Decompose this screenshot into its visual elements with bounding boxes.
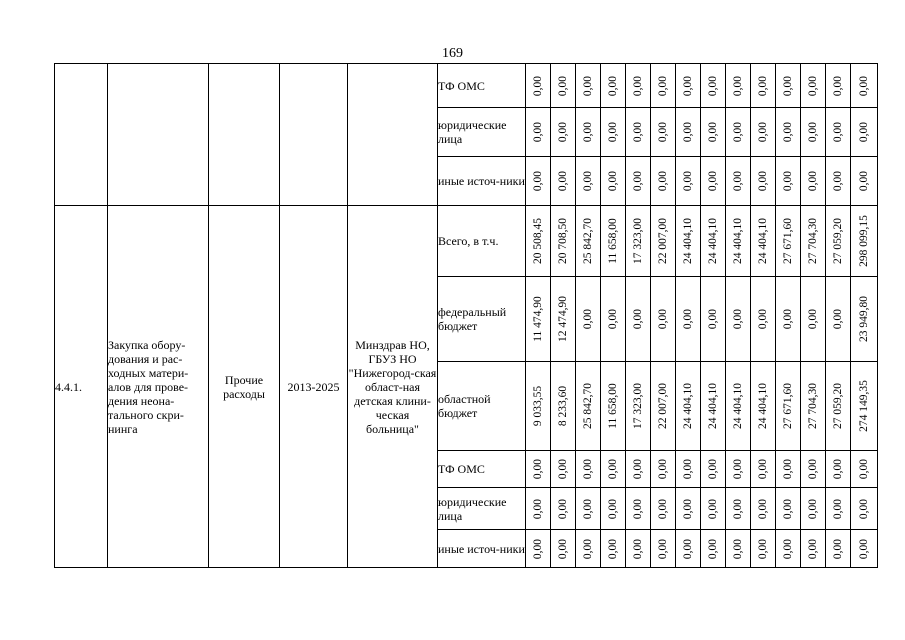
value-cell	[551, 362, 576, 451]
value-cell	[851, 108, 878, 157]
value: 0,00	[807, 308, 819, 330]
value-cell	[576, 206, 601, 277]
value: 0,00	[657, 538, 669, 559]
value: 0,00	[582, 538, 594, 559]
value: 17 323,00	[632, 383, 644, 429]
item-code: 4.4.1.	[55, 206, 108, 568]
value-cell	[751, 488, 776, 530]
value-cell	[751, 206, 776, 277]
value-cell	[526, 362, 551, 451]
value: 0,00	[858, 121, 870, 143]
value: 0,00	[757, 75, 769, 96]
value: 12 474,90	[557, 296, 569, 342]
value-cell	[751, 530, 776, 568]
value: 0,00	[782, 498, 794, 519]
value-cell	[826, 530, 851, 568]
value-cell	[676, 488, 701, 530]
value: 11 658,00	[607, 383, 619, 429]
value: 0,00	[858, 538, 870, 559]
value: 0,00	[682, 498, 694, 519]
value: 27 059,20	[832, 218, 844, 264]
value-cell	[551, 108, 576, 157]
item-period: 2013-2025	[280, 206, 348, 568]
source-cell: ТФ ОМС	[438, 64, 526, 108]
value: 0,00	[707, 308, 719, 330]
value: 24 404,10	[757, 383, 769, 429]
value-cell	[726, 108, 751, 157]
value-cell	[701, 362, 726, 451]
value: 20 708,50	[557, 218, 569, 264]
value-cell	[726, 157, 751, 206]
value-cell	[551, 451, 576, 488]
value: 0,00	[557, 75, 569, 96]
value: 0,00	[707, 121, 719, 143]
value-cell	[801, 530, 826, 568]
value-cell	[626, 157, 651, 206]
value: 11 474,90	[532, 296, 544, 342]
value: 0,00	[582, 458, 594, 480]
value-cell	[601, 362, 626, 451]
value: 0,00	[582, 75, 594, 96]
value-cell	[576, 451, 601, 488]
value-cell	[801, 451, 826, 488]
value-cell	[701, 488, 726, 530]
value: 25 842,70	[582, 218, 594, 264]
value: 0,00	[632, 498, 644, 519]
value: 0,00	[682, 308, 694, 330]
value: 0,00	[557, 538, 569, 559]
value-cell	[551, 488, 576, 530]
value: 0,00	[832, 75, 844, 96]
value-cell	[551, 277, 576, 362]
value: 0,00	[532, 498, 544, 519]
page-number: 169	[442, 46, 463, 61]
value-cell	[701, 157, 726, 206]
value: 0,00	[682, 538, 694, 559]
value: 0,00	[832, 538, 844, 559]
value-cell	[726, 64, 751, 108]
value-cell	[751, 108, 776, 157]
value-cell	[626, 108, 651, 157]
value: 0,00	[757, 498, 769, 519]
value-cell	[826, 277, 851, 362]
source-cell: юридические лица	[438, 108, 526, 157]
value: 20 508,45	[532, 218, 544, 264]
value: 0,00	[858, 75, 870, 96]
value: 0,00	[632, 308, 644, 330]
value-cell	[851, 362, 878, 451]
value: 24 404,10	[732, 383, 744, 429]
value: 0,00	[707, 75, 719, 96]
value-cell	[751, 362, 776, 451]
value: 0,00	[532, 538, 544, 559]
value-cell	[701, 206, 726, 277]
value: 0,00	[657, 121, 669, 143]
value: 0,00	[632, 75, 644, 96]
value-cell	[576, 108, 601, 157]
value-cell	[776, 488, 801, 530]
value-cell	[526, 277, 551, 362]
value-cell	[651, 277, 676, 362]
value: 0,00	[858, 498, 870, 519]
value: 27 671,60	[782, 218, 794, 264]
value: 0,00	[832, 121, 844, 143]
value-cell	[851, 206, 878, 277]
value: 8 233,60	[557, 385, 569, 427]
value-cell	[851, 488, 878, 530]
value: 24 404,10	[757, 218, 769, 264]
value-cell	[626, 277, 651, 362]
value: 0,00	[782, 538, 794, 559]
value-cell	[651, 451, 676, 488]
value-cell	[726, 206, 751, 277]
value: 0,00	[782, 121, 794, 143]
value: 0,00	[782, 458, 794, 480]
value: 0,00	[557, 170, 569, 192]
value: 0,00	[657, 458, 669, 480]
value: 24 404,10	[682, 383, 694, 429]
value-cell	[776, 64, 801, 108]
value: 0,00	[532, 458, 544, 480]
value-cell	[526, 64, 551, 108]
value-cell	[851, 530, 878, 568]
value-cell	[851, 64, 878, 108]
value: 0,00	[832, 498, 844, 519]
value-cell	[826, 451, 851, 488]
value: 0,00	[707, 458, 719, 480]
value-cell	[801, 277, 826, 362]
code-cell-empty	[55, 64, 108, 206]
value: 0,00	[807, 75, 819, 96]
table-row	[55, 64, 878, 108]
value: 0,00	[807, 121, 819, 143]
value-cell	[676, 206, 701, 277]
value-cell	[726, 451, 751, 488]
value: 27 671,60	[782, 383, 794, 429]
value-cell	[601, 277, 626, 362]
value-cell	[651, 64, 676, 108]
value-cell	[551, 157, 576, 206]
value-cell	[576, 362, 601, 451]
value: 0,00	[757, 121, 769, 143]
value: 0,00	[657, 308, 669, 330]
value-cell	[701, 530, 726, 568]
value: 0,00	[607, 121, 619, 143]
value: 0,00	[607, 308, 619, 330]
value-cell	[526, 108, 551, 157]
value: 0,00	[732, 458, 744, 480]
value-cell	[801, 362, 826, 451]
value: 24 404,10	[707, 218, 719, 264]
value: 0,00	[732, 170, 744, 192]
value: 0,00	[757, 308, 769, 330]
value-cell	[826, 108, 851, 157]
value-cell	[626, 530, 651, 568]
value-cell	[601, 530, 626, 568]
value-cell	[526, 451, 551, 488]
source-cell: иные источ-ники	[438, 157, 526, 206]
value: 0,00	[732, 75, 744, 96]
value: 0,00	[657, 498, 669, 519]
value: 27 704,30	[807, 218, 819, 264]
value: 0,00	[657, 75, 669, 96]
value: 0,00	[582, 121, 594, 143]
value-cell	[626, 362, 651, 451]
value: 0,00	[607, 458, 619, 480]
value-cell	[576, 277, 601, 362]
value-cell	[851, 277, 878, 362]
source-cell: юридические лица	[438, 488, 526, 530]
value-cell	[651, 530, 676, 568]
value-cell	[626, 206, 651, 277]
value-cell	[601, 64, 626, 108]
value-cell	[801, 157, 826, 206]
value-cell	[776, 451, 801, 488]
value-cell	[751, 277, 776, 362]
value: 0,00	[582, 308, 594, 330]
value: 27 704,30	[807, 383, 819, 429]
value-cell	[826, 157, 851, 206]
value-cell	[701, 108, 726, 157]
value: 27 059,20	[832, 383, 844, 429]
value-cell	[701, 451, 726, 488]
value-cell	[801, 206, 826, 277]
value-cell	[701, 277, 726, 362]
value: 0,00	[832, 458, 844, 480]
value: 0,00	[632, 458, 644, 480]
value-cell	[776, 277, 801, 362]
table-row	[55, 206, 878, 277]
value: 0,00	[557, 498, 569, 519]
value-cell	[626, 488, 651, 530]
value: 0,00	[757, 458, 769, 480]
expense-type-cell-empty	[209, 64, 280, 206]
item-expense-type: Прочие расходы	[209, 206, 280, 568]
value-cell	[751, 157, 776, 206]
value-cell	[626, 64, 651, 108]
value: 274 149,35	[858, 380, 870, 432]
description-cell-empty	[108, 64, 209, 206]
value-cell	[551, 530, 576, 568]
value-cell	[626, 451, 651, 488]
value: 0,00	[532, 121, 544, 143]
value: 25 842,70	[582, 383, 594, 429]
value-cell	[776, 206, 801, 277]
value: 298 099,15	[858, 215, 870, 267]
value-cell	[701, 64, 726, 108]
value-cell	[676, 157, 701, 206]
source-cell: Всего, в т.ч.	[438, 206, 526, 277]
value: 0,00	[732, 538, 744, 559]
source-cell: ТФ ОМС	[438, 451, 526, 488]
value: 24 404,10	[682, 218, 694, 264]
value: 0,00	[632, 121, 644, 143]
value-cell	[651, 362, 676, 451]
value-cell	[576, 530, 601, 568]
value-cell	[726, 488, 751, 530]
value: 23 949,80	[858, 296, 870, 342]
value-cell	[601, 488, 626, 530]
source-cell: областной бюджет	[438, 362, 526, 451]
value-cell	[776, 157, 801, 206]
value-cell	[526, 206, 551, 277]
value: 0,00	[657, 170, 669, 192]
value-cell	[751, 64, 776, 108]
value-cell	[651, 108, 676, 157]
value: 9 033,55	[532, 385, 544, 427]
value: 0,00	[682, 121, 694, 143]
value: 0,00	[732, 308, 744, 330]
value-cell	[826, 206, 851, 277]
value-cell	[801, 108, 826, 157]
value-cell	[676, 530, 701, 568]
value-cell	[676, 64, 701, 108]
value-cell	[551, 206, 576, 277]
value-cell	[801, 488, 826, 530]
value-cell	[726, 530, 751, 568]
value-cell	[651, 488, 676, 530]
value: 0,00	[757, 538, 769, 559]
value: 24 404,10	[707, 383, 719, 429]
source-cell: федеральный бюджет	[438, 277, 526, 362]
value: 0,00	[807, 458, 819, 480]
value: 0,00	[757, 170, 769, 192]
value: 0,00	[632, 538, 644, 559]
value-cell	[726, 362, 751, 451]
value: 0,00	[682, 170, 694, 192]
value: 0,00	[557, 121, 569, 143]
value-cell	[751, 451, 776, 488]
value-cell	[851, 451, 878, 488]
value-cell	[676, 362, 701, 451]
value-cell	[826, 362, 851, 451]
value: 0,00	[858, 458, 870, 480]
value: 0,00	[607, 75, 619, 96]
value: 0,00	[582, 170, 594, 192]
value: 0,00	[682, 75, 694, 96]
value-cell	[576, 157, 601, 206]
value: 0,00	[732, 498, 744, 519]
value: 22 007,00	[657, 383, 669, 429]
value: 0,00	[858, 170, 870, 192]
value-cell	[526, 157, 551, 206]
value-cell	[651, 157, 676, 206]
value-cell	[651, 206, 676, 277]
value: 0,00	[607, 538, 619, 559]
value: 0,00	[607, 498, 619, 519]
value-cell	[601, 108, 626, 157]
value-cell	[851, 157, 878, 206]
value-cell	[601, 157, 626, 206]
value-cell	[526, 488, 551, 530]
value: 0,00	[532, 75, 544, 96]
value-cell	[551, 64, 576, 108]
item-executor: Минздрав НО, ГБУЗ НО "Нижегород-ская област-ная детская клини-ческая больница"	[348, 206, 438, 568]
period-cell-empty	[280, 64, 348, 206]
value-cell	[776, 530, 801, 568]
value: 0,00	[832, 170, 844, 192]
value-cell	[576, 64, 601, 108]
value-cell	[776, 108, 801, 157]
value: 0,00	[632, 170, 644, 192]
value-cell	[576, 488, 601, 530]
table-body	[55, 64, 878, 568]
value: 0,00	[707, 538, 719, 559]
value: 24 404,10	[732, 218, 744, 264]
value: 0,00	[807, 498, 819, 519]
executor-cell-empty	[348, 64, 438, 206]
value-cell	[601, 206, 626, 277]
value: 0,00	[807, 170, 819, 192]
value: 0,00	[832, 308, 844, 330]
value: 0,00	[557, 458, 569, 480]
value: 17 323,00	[632, 218, 644, 264]
value: 0,00	[707, 170, 719, 192]
value-cell	[676, 277, 701, 362]
value-cell	[601, 451, 626, 488]
value-cell	[676, 451, 701, 488]
value-cell	[826, 488, 851, 530]
value-cell	[826, 64, 851, 108]
value-cell	[526, 530, 551, 568]
value: 0,00	[782, 75, 794, 96]
value-cell	[676, 108, 701, 157]
value: 0,00	[782, 170, 794, 192]
value: 0,00	[782, 308, 794, 330]
value-cell	[726, 277, 751, 362]
value: 0,00	[682, 458, 694, 480]
value: 0,00	[607, 170, 619, 192]
value: 0,00	[532, 170, 544, 192]
value: 0,00	[707, 498, 719, 519]
value-cell	[776, 362, 801, 451]
value: 0,00	[807, 538, 819, 559]
source-cell: иные источ-ники	[438, 530, 526, 568]
value: 11 658,00	[607, 218, 619, 264]
item-description: Закупка обору-дования и рас-ходных матери-алов для прове-дения неона-тального скри-нинга	[108, 206, 209, 568]
value-cell	[801, 64, 826, 108]
value: 22 007,00	[657, 218, 669, 264]
value: 0,00	[582, 498, 594, 519]
budget-table	[54, 63, 878, 568]
value: 0,00	[732, 121, 744, 143]
